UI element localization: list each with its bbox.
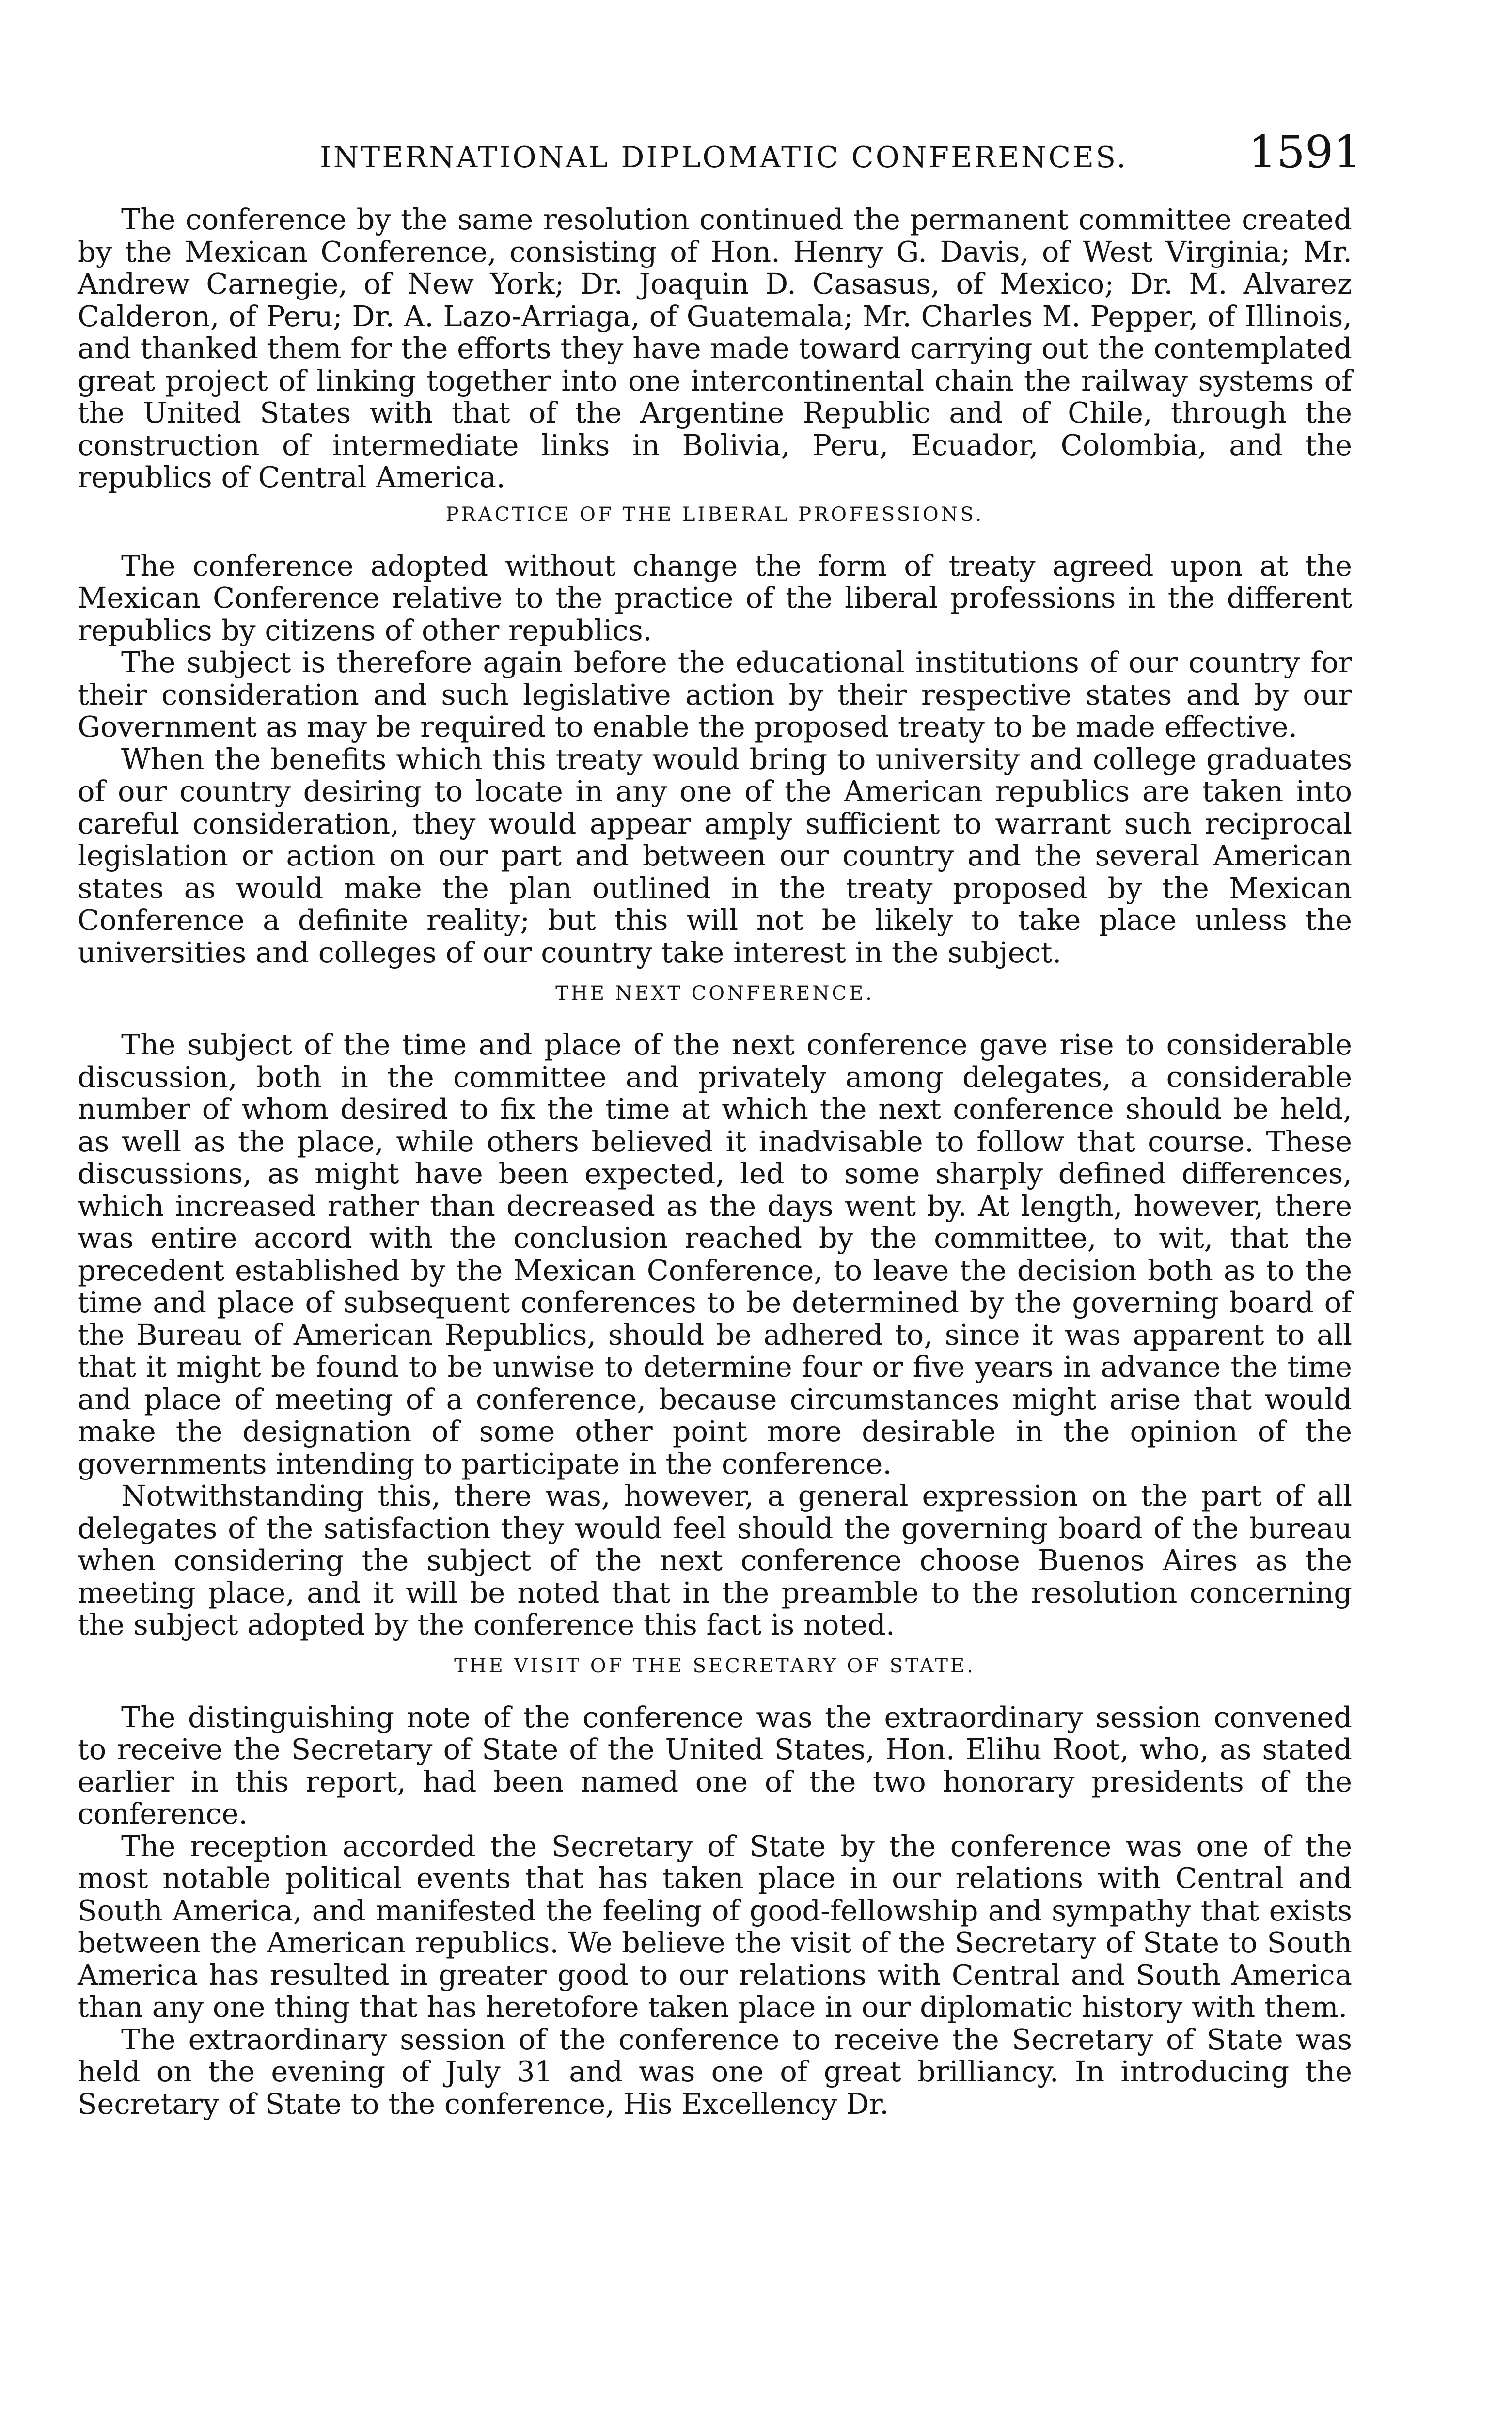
paragraph-buenos-aires: Notwithstanding this, there was, however, a general expression on the part of all delegates of the satisfaction they would feel should the governing board of the bureau when considering the subject of the next conference choose Buenos Aires as the meeting place, and it will be noted that in the preamble to the resolution concerning the subject adopted by the conference this fact is noted. <box>78 1479 1352 1641</box>
paragraph-permanent-committee: The conference by the same resolution continued the permanent committee created by the Mexican Conference, consisting of Hon. Henry G. Davis, of West Virginia; Mr. Andrew Carnegie, of New York; Dr. Joaquin D. Casasus, of Mexico; Dr. M. Alvarez Calderon, of Peru; Dr. A. Lazo-Arriaga, of Guatemala; Mr. Charles M. Pepper, of Illinois, and thanked them for the efforts they have made toward carrying out the contemplated great project of linking together into one intercontinental chain the railway systems of the United States with that of the Argentine Republic and of Chile, through the construction of intermediate links in Bolivia, Peru, Ecuador, Colombia, and the republics of Central America. <box>78 203 1352 494</box>
page-number: 1591 <box>1248 126 1362 178</box>
document-page <box>78 126 1362 2121</box>
paragraph-liberal-treaty: The conference adopted without change the form of treaty agreed upon at the Mexican Conference relative to the practice of the liberal professions in the different republics by citizens of other republics. <box>78 549 1352 647</box>
paragraph-treaty-benefits: When the benefits which this treaty would bring to university and college graduates of our country desiring to locate in any one of the American republics are taken into careful consideration, they would appear amply sufficient to warrant such reciprocal legislation or action on our part and between our country and the several American states as would make the plan outlined in the treaty proposed by the Mexican Conference a definite reality; but this will not be likely to take place unless the universities and colleges of our country take interest in the subject. <box>78 742 1352 969</box>
section-heading-liberal-professions: PRACTICE OF THE LIBERAL PROFESSIONS. <box>445 503 984 526</box>
paragraph-july-session: The extraordinary session of the conference to receive the Secretary of State was held on the evening of July 31 and was one of great brilliancy. In introducing the Secretary of State to the conference, His Excellency Dr. <box>78 2022 1352 2121</box>
paragraph-reception: The reception accorded the Secretary of State by the conference was one of the most notable political events that has taken place in our relations with Central and South America, and manifested the feeling of good-fellowship and sympathy that exists between the American republics. We believe the visit of the Secretary of State to South America has resulted in greater good to our relations with Central and South America than any one thing that has heretofore taken place in our diplomatic history with them. <box>78 1829 1352 2024</box>
paragraph-educational-institutions: The subject is therefore again before the educational institutions of our country for their consideration and such legislative action by their respective states and by our Government as may be required to enable the proposed treaty to be made effective. <box>78 645 1352 743</box>
section-heading-next-conference: THE NEXT CONFERENCE. <box>555 982 874 1005</box>
running-head <box>78 126 1362 184</box>
running-title: INTERNATIONAL DIPLOMATIC CONFERENCES. <box>320 141 1128 174</box>
paragraph-time-and-place: The subject of the time and place of the next conference gave rise to considerable discussion, both in the committee and privately among delegates, a considerable number of whom desired to fix the time at which the next conference should be held, as well as the place, while others believed it inadvisable to follow that course. These discussions, as might have been expected, led to some sharply defined differences, which increased rather than decreased as the days went by. At length, however, there was entire accord with the conclusion reached by the committee, to wit, that the precedent established by the Mexican Conference, to leave the decision both as to the time and place of subsequent conferences to be determined by the governing board of the Bureau of American Republics, should be adhered to, since it was apparent to all that it might be found to be unwise to determine four or five years in advance the time and place of meeting of a conference, because circumstances might arise that would make the designation of some other point more desirable in the opinion of the governments intending to participate in the conference. <box>78 1028 1352 1480</box>
paragraph-extraordinary-session: The distinguishing note of the conference was the extraordinary session convened to receive the Secretary of State of the United States, Hon. Elihu Root, who, as stated earlier in this report, had been named one of the two honorary presidents of the conference. <box>78 1700 1352 1830</box>
section-heading-secretary-visit: THE VISIT OF THE SECRETARY OF STATE. <box>454 1654 976 1677</box>
